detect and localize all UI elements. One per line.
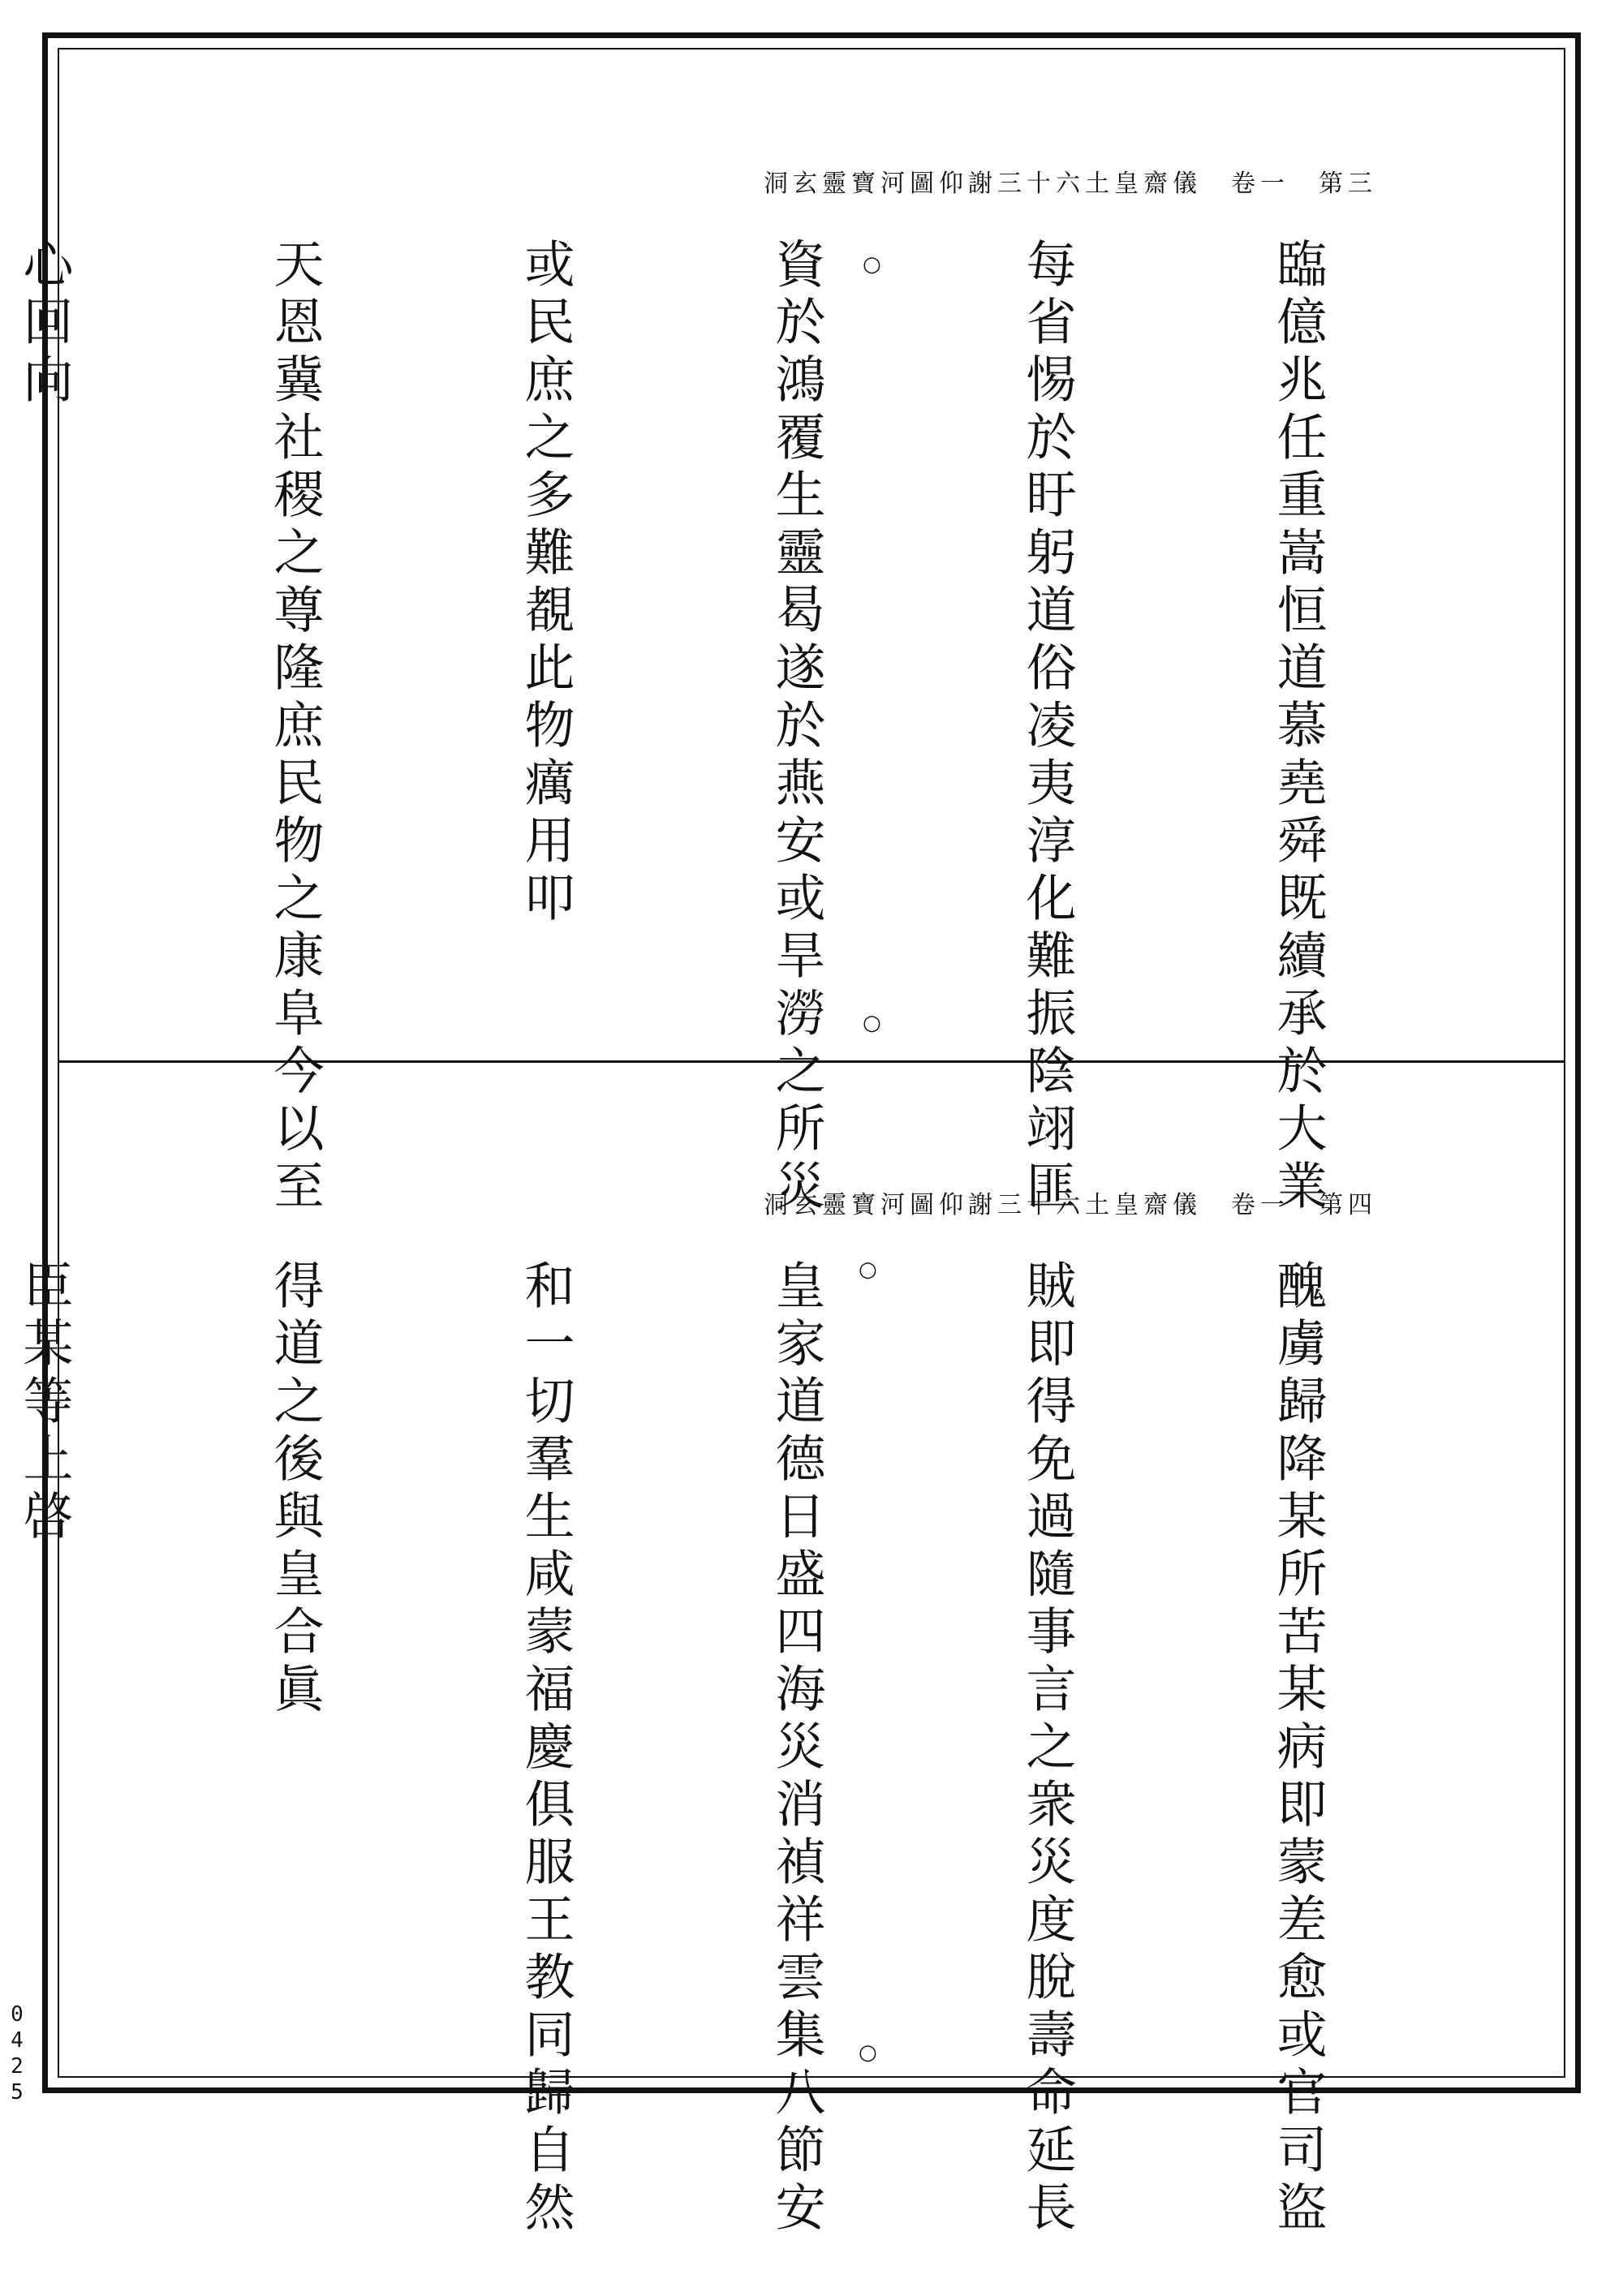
circle-mark: ○ xyxy=(863,252,881,277)
lower-page-header: 洞玄靈寶河圖仰謝三十六土皇齋儀 卷一 第四 xyxy=(764,1191,1377,1219)
text-column: 天恩冀社稷之尊隆庶民物之康阜今以至 xyxy=(265,238,325,1217)
text-column: 得道之後與皇合眞 xyxy=(265,1259,325,1720)
text-column: 每省惕於盱躬道俗凌夷淳化難振陰翊匪 xyxy=(1018,238,1077,1217)
text-column: 臣某等上啓 xyxy=(15,1259,74,1547)
margin-page-number: 0425 xyxy=(5,2002,29,2106)
circle-mark: ○ xyxy=(859,1258,877,1282)
text-column: 或民庶之多難覩此物癘用叩 xyxy=(516,238,575,929)
text-column: 醜虜歸降某所苦某病即蒙差愈或官司盜 xyxy=(1268,1259,1328,2238)
circle-mark: ○ xyxy=(863,1011,881,1035)
text-column: 和一切羣生咸蒙福慶俱服王教同歸自然 xyxy=(516,1259,575,2238)
circle-mark: ○ xyxy=(859,2040,877,2065)
text-column: 臨億兆任重嵩恒道慕堯舜既續承於大業 xyxy=(1268,238,1328,1217)
text-column: 皇家道德日盛四海災消禎祥雲集八節安 xyxy=(767,1259,826,2238)
text-column: 賊即得免過隨事言之衆災度脫壽命延長 xyxy=(1018,1259,1077,2238)
text-column: 心回向 xyxy=(15,238,74,411)
upper-page-header: 洞玄靈寶河圖仰謝三十六土皇齋儀 卷一 第三 xyxy=(764,170,1377,198)
text-column: 資於鴻覆生靈曷遂於燕安或旱澇之所災 xyxy=(767,238,826,1217)
